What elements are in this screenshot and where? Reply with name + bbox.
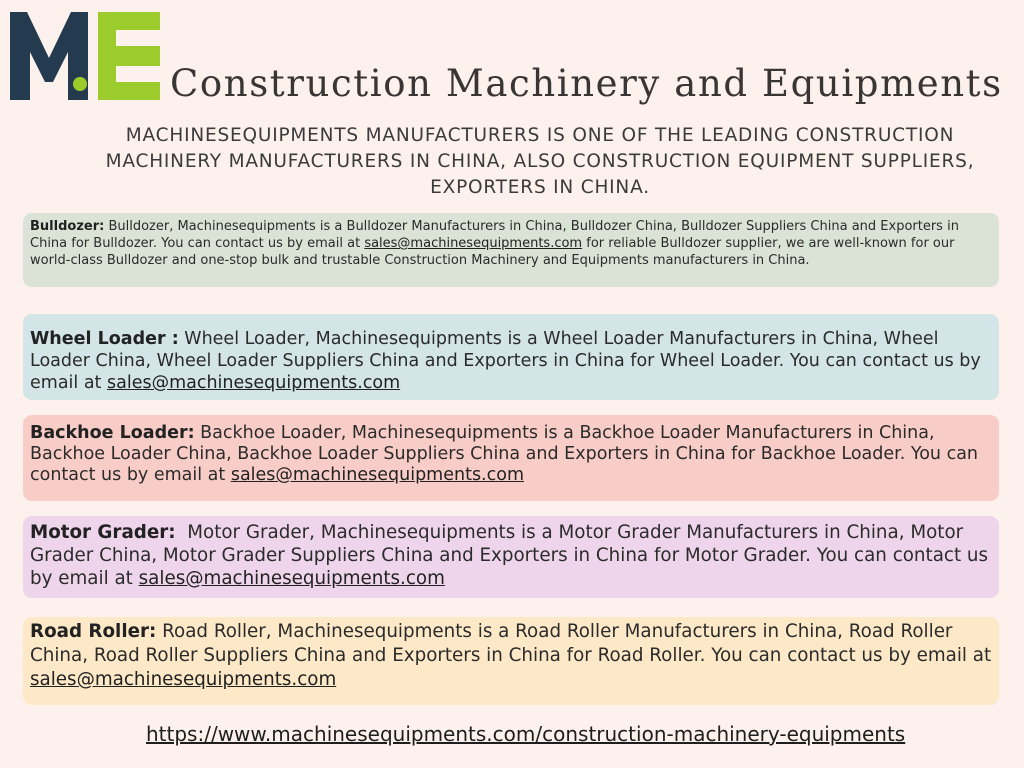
road-roller-card (23, 617, 999, 705)
wheel-loader-card (23, 314, 999, 400)
motor-grader-card (23, 516, 999, 598)
footer-url-link[interactable]: https://www.machinesequipments.com/construction-machinery-equipments (146, 722, 906, 746)
card-label: Motor Grader: (30, 522, 176, 543)
email-link[interactable]: sales@machinesequipments.com (106, 373, 401, 393)
email-link[interactable]: sales@machinesequipments.com (138, 568, 445, 589)
card-text: Backhoe Loader, Machinesequipments is a Backhoe Loader Manufacturers in China, Backhoe Loader China, Backhoe Loader Suppliers China and Exporters in China for Backhoe Loader. You can contact us by email at (30, 423, 979, 485)
bulldozer-card (23, 213, 999, 287)
card-label: Bulldozer: (30, 219, 105, 234)
backhoe-loader-card (23, 415, 999, 501)
brand-logo (10, 12, 160, 100)
email-link[interactable]: sales@machinesequipments.com (30, 669, 337, 690)
email-link[interactable]: sales@machinesequipments.com (230, 465, 524, 485)
card-label: Road Roller: (30, 621, 157, 642)
card-label: Backhoe Loader: (30, 423, 195, 443)
card-text: Wheel Loader, Machinesequipments is a Wheel Loader Manufacturers in China, Wheel Loader China, Wheel Loader Suppliers China and Exporters in China for Wheel Loader. You can contact us by email at (30, 329, 981, 393)
page-title: Construction Machinery and Equipments (170, 62, 1003, 105)
me-logo-icon (10, 12, 160, 100)
email-link[interactable]: sales@machinesequipments.com (364, 236, 583, 251)
card-text-after: for reliable Bulldozer supplier, we are well-known for our world-class Bulldozer and one-stop bulk and trustable Construction Machinery and Equipments manufacturers in China. (30, 236, 955, 268)
card-text: Bulldozer, Machinesequipments is a Bulldozer Manufacturers in China, Bulldozer China, Bulldozer Suppliers China and Exporters in China for Bulldozer. You can contact us by email at (30, 219, 959, 251)
card-text: Road Roller, Machinesequipments is a Road Roller Manufacturers in China, Road Roller China, Road Roller Suppliers China and Exporters in China for Road Roller. You can contact us by email at (30, 621, 992, 666)
card-text: Motor Grader, Machinesequipments is a Motor Grader Manufacturers in China, Motor Grader China, Motor Grader Suppliers China and Exporters in China for Motor Grader. You can contact us by email at (30, 522, 994, 589)
page-subtitle: MACHINESEQUIPMENTS MANUFACTURERS IS ONE OF THE LEADING CONSTRUCTION MACHINERY MANUFACTURERS IN CHINA, ALSO CONSTRUCTION EQUIPMENT SUPPLIERS, EXPORTERS IN CHINA. (105, 125, 975, 198)
card-label: Wheel Loader : (30, 329, 179, 349)
